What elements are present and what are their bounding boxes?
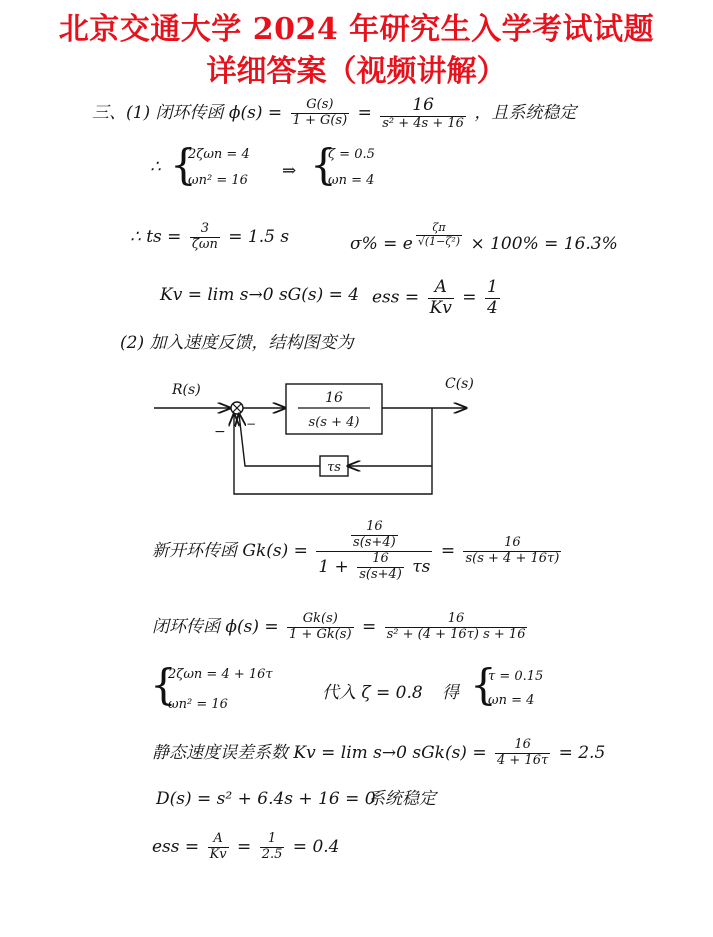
phi2-fraction	[287, 612, 354, 643]
equals-sign: =	[361, 616, 377, 637]
gk-rhs-num: 16	[504, 534, 521, 550]
ess2-line	[152, 832, 339, 863]
gk-inner-den: s(s+4)	[353, 534, 396, 550]
kv2-lhs: 静态速度误差系数	[152, 742, 288, 763]
ts-lhs: ∴ ts =	[130, 226, 182, 247]
phi-symbol: ϕ(s) =	[228, 103, 283, 124]
gk-den-suffix: τs	[412, 556, 431, 577]
closed-loop-tf2-line	[152, 612, 530, 643]
ts-rhs: = 1.5 s	[228, 226, 290, 247]
page-title: 北京交通大学 2024 年研究生入学考试试题	[58, 12, 655, 47]
gk-rhs-fraction	[463, 536, 561, 567]
minus-sign-outer: −	[214, 424, 226, 440]
closed-loop-tf-line	[92, 96, 576, 131]
gk-den-fraction	[357, 552, 404, 583]
left-brace-icon: {	[150, 660, 177, 709]
gk-big-denominator	[316, 551, 432, 583]
forward-block-numerator: 16	[325, 390, 343, 406]
summing-junction-icon	[231, 402, 243, 414]
ess2-rhs: = 0.4	[292, 836, 340, 857]
tf-denominator: s² + 4s + 16	[382, 115, 464, 131]
gk-big-numerator	[346, 520, 403, 551]
therefore-symbol: ∴	[150, 157, 161, 177]
phi2-den: 1 + Gk(s)	[289, 626, 352, 642]
output-label: C(s)	[445, 376, 474, 392]
sys-eq-1: 2ζωn = 4 + 16τ	[168, 667, 273, 682]
ess-den1: Kv	[429, 297, 452, 318]
left-brace-icon: {	[470, 660, 497, 709]
settling-time-line	[130, 222, 289, 253]
ess2-den2: 2.5	[261, 846, 283, 862]
ts-denominator: ζωn	[191, 236, 218, 252]
ess-fraction-2	[485, 278, 500, 318]
overshoot-line	[350, 222, 618, 255]
input-label: R(s)	[172, 382, 201, 398]
kv2-fraction	[495, 738, 550, 769]
kv2-den: 4 + 16τ	[497, 752, 549, 768]
stable-note: ，且系统稳定	[474, 103, 577, 124]
kv2-rhs: = 2.5	[558, 742, 606, 763]
phi2-rhs-den: s² + (4 + 16τ) s + 16	[386, 626, 526, 642]
phi2-num: Gk(s)	[302, 611, 338, 626]
equals-sign: =	[237, 836, 252, 857]
result-wn: ωn = 4	[488, 693, 535, 708]
g-fraction	[291, 98, 350, 129]
ess-line	[372, 278, 503, 318]
get-label: 得	[442, 683, 459, 703]
kv-line: Kv = lim s→0 sG(s) = 4	[160, 285, 360, 305]
exp-denominator: √(1−ζ²)	[417, 234, 461, 248]
eq-a2: ωn² = 16	[188, 173, 248, 188]
equals-sign: =	[357, 103, 372, 124]
g-denominator: 1 + G(s)	[292, 113, 348, 129]
overshoot-exponent	[416, 222, 462, 248]
ess2-num2: 1	[267, 831, 277, 846]
eq-b2: ωn = 4	[328, 173, 375, 188]
eq-a1: 2ζωn = 4	[188, 147, 250, 162]
ess-num2: 1	[486, 277, 498, 297]
tf-numerator: 16	[412, 95, 434, 115]
equals-sign: =	[440, 540, 456, 561]
left-brace-icon: {	[310, 140, 337, 189]
closed-loop-label: 闭环传函	[155, 103, 224, 124]
ess2-den1: Kv	[209, 846, 227, 862]
velocity-feedback-label: τs	[327, 460, 341, 475]
minus-sign-inner: −	[246, 417, 257, 431]
gk-den-den: s(s+4)	[359, 566, 402, 582]
exp-numerator: ζπ	[432, 221, 446, 234]
gk-inner-fraction	[351, 520, 398, 551]
kv2-num: 16	[514, 737, 531, 752]
ts-fraction	[190, 222, 220, 253]
sys-eq-2: ωn² = 16	[168, 697, 228, 712]
implies-arrow: ⇒	[282, 161, 297, 181]
gk-den-num: 16	[372, 550, 389, 566]
eq-b1: ζ = 0.5	[328, 147, 375, 162]
gk-lhs: 新开环传函 Gk(s) =	[152, 540, 308, 561]
ess2-num1: A	[213, 831, 223, 846]
result-tau: τ = 0.15	[488, 669, 544, 684]
equals-sign: =	[462, 287, 477, 308]
overshoot-rhs: × 100% = 16.3%	[470, 234, 618, 254]
gk-den-prefix: 1 +	[318, 556, 349, 577]
kv2-mid: Kv = lim s→0 sGk(s) =	[293, 742, 487, 763]
left-brace-icon: {	[170, 140, 197, 189]
ess-lhs: ess =	[372, 287, 420, 308]
kv2-line	[152, 738, 605, 769]
ess-den2: 4	[486, 297, 498, 318]
characteristic-eq: D(s) = s² + 6.4s + 16 = 0	[156, 789, 376, 809]
ess-fraction-1	[428, 278, 454, 318]
part2-heading: (2) 加入速度反馈，结构图变为	[120, 333, 354, 353]
overshoot-lhs: σ% = e	[350, 234, 413, 254]
part-label: 三、(1)	[92, 103, 151, 124]
ess2-fraction-2	[260, 832, 285, 863]
tf-fraction	[380, 96, 466, 131]
g-numerator: G(s)	[306, 97, 334, 113]
open-loop-tf-line	[152, 520, 564, 583]
gk-big-fraction	[316, 520, 432, 583]
gk-inner-num: 16	[366, 519, 383, 534]
substitute-note: 代入 ζ = 0.8	[322, 683, 423, 703]
forward-block-denominator: s(s + 4)	[308, 415, 360, 430]
ess2-fraction-1	[208, 832, 229, 863]
stable-note-2: 系统稳定	[368, 789, 436, 809]
ts-numerator: 3	[200, 221, 209, 236]
block-diagram	[150, 372, 490, 502]
phi2-rhs-num: 16	[447, 611, 465, 626]
gk-rhs-den: s(s + 4 + 16τ)	[465, 550, 560, 566]
page-subtitle: 详细答案（视频讲解）	[206, 54, 507, 89]
phi2-rhs-fraction	[385, 612, 528, 643]
ess-num1: A	[434, 277, 447, 297]
ess2-lhs: ess =	[152, 836, 200, 857]
phi2-lhs: 闭环传函 ϕ(s) =	[152, 616, 279, 637]
